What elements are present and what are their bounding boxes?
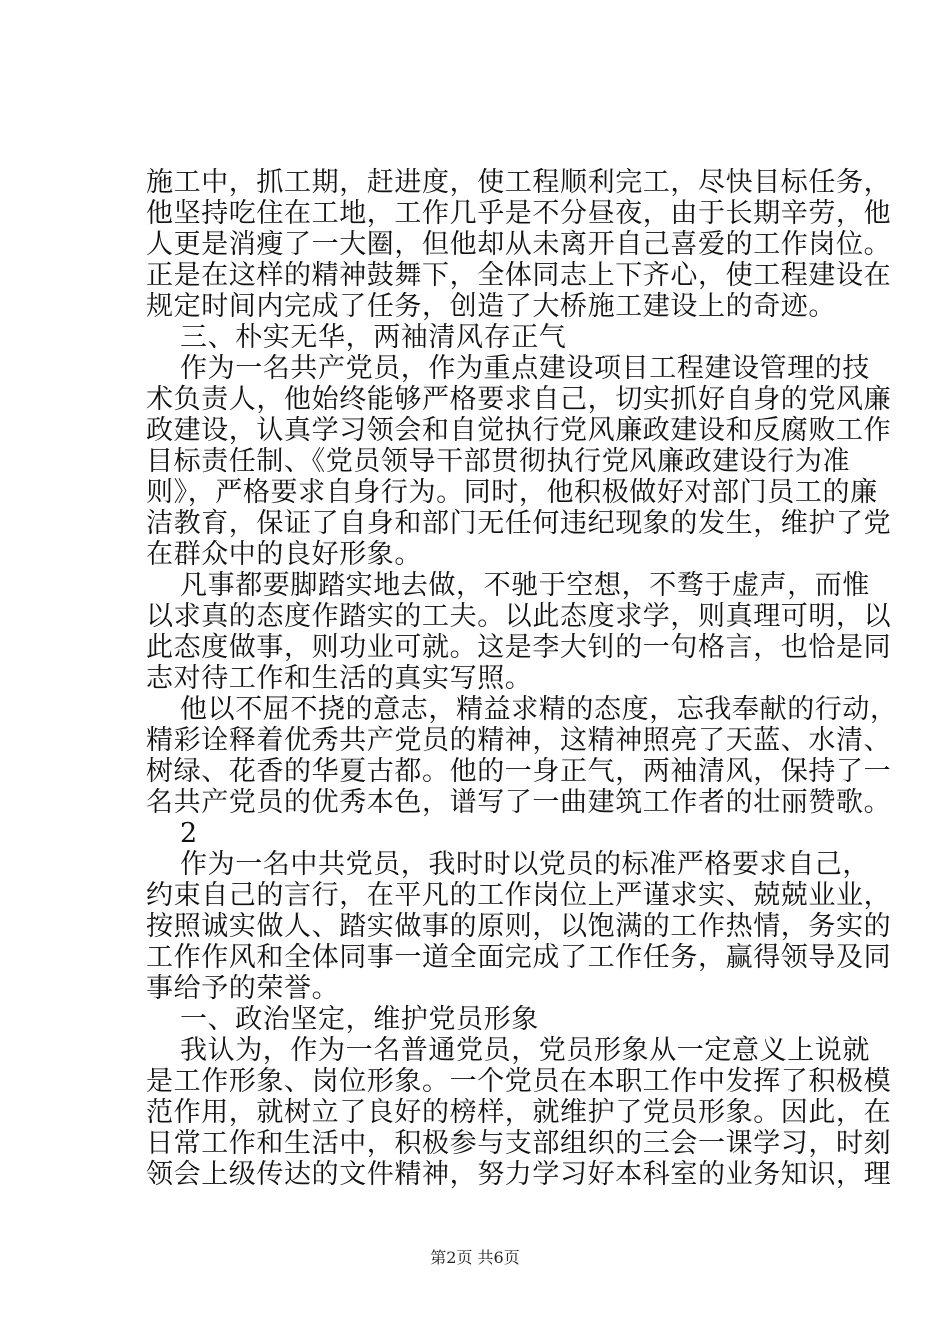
text-line: 术负责人，他始终能够严格要求自己，切实抓好自身的党风廉 <box>146 384 892 415</box>
text-line: 精彩诠释着优秀共产党员的精神，这精神照亮了天蓝、水清、 <box>146 725 892 756</box>
text-line: 工作作风和全体同事一道全面完成了工作任务，赢得领导及同 <box>146 942 892 973</box>
text-line: 志对待工作和生活的真实写照。 <box>146 663 533 694</box>
text-line: 洁教育，保证了自身和部门无任何违纪现象的发生，维护了党 <box>146 508 892 539</box>
text-line: 此态度做事，则功业可就。这是李大钊的一句格言，也恰是同 <box>146 632 892 663</box>
text-line: 目标责任制、《党员领导干部贯彻执行党风廉政建设行为准 <box>146 446 851 477</box>
text-line: 以求真的态度作踏实的工夫。以此态度求学，则真理可明，以 <box>146 601 892 632</box>
text-line: 规定时间内完成了任务，创造了大桥施工建设上的奇迹。 <box>146 291 836 322</box>
document-body <box>146 167 898 1190</box>
text-line: 在群众中的良好形象。 <box>146 539 422 570</box>
text-line: 事给予的荣誉。 <box>146 973 340 1004</box>
text-line: 日常工作和生活中，积极参与支部组织的三会一课学习，时刻 <box>146 1128 892 1159</box>
text-line: 作为一名共产党员，作为重点建设项目工程建设管理的技 <box>180 353 870 384</box>
text-line: 我认为，作为一名普通党员，党员形象从一定意义上说就 <box>180 1035 870 1066</box>
text-line: 作为一名中共党员，我时时以党员的标准严格要求自己， <box>180 849 870 880</box>
text-line: 是工作形象、岗位形象。一个党员在本职工作中发挥了积极模 <box>146 1066 892 1097</box>
text-line: 名共产党员的优秀本色，谱写了一曲建筑工作者的壮丽赞歌。 <box>146 787 892 818</box>
text-line: 一、政治坚定，维护党员形象 <box>180 1004 539 1035</box>
text-line: 他坚持吃住在工地，工作几乎是不分昼夜，由于长期辛劳，他 <box>146 198 892 229</box>
text-line: 人更是消瘦了一大圈，但他却从未离开自己喜爱的工作岗位。 <box>146 229 892 260</box>
page-footer: 第2页 共6页 <box>430 1248 520 1267</box>
text-line: 按照诚实做人、踏实做事的原则，以饱满的工作热情，务实的 <box>146 911 892 942</box>
text-line: 凡事都要脚踏实地去做，不驰于空想，不骛于虚声，而惟 <box>180 570 870 601</box>
text-line: 则》，严格要求自身行为。同时，他积极做好对部门员工的廉 <box>146 477 878 508</box>
text-line: 施工中，抓工期，赶进度，使工程顺利完工，尽快目标任务， <box>146 167 892 198</box>
text-line: 政建设，认真学习领会和自觉执行党风廉政建设和反腐败工作 <box>146 415 892 446</box>
text-line: 树绿、花香的华夏古都。他的一身正气，两袖清风，保持了一 <box>146 756 892 787</box>
text-line: 范作用，就树立了良好的榜样，就维护了党员形象。因此，在 <box>146 1097 892 1128</box>
text-line: 2 <box>180 818 198 849</box>
text-line: 三、朴实无华，两袖清风存正气 <box>180 322 567 353</box>
text-line: 他以不屈不挠的意志，精益求精的态度，忘我奉献的行动， <box>180 694 898 725</box>
text-line: 领会上级传达的文件精神，努力学习好本科室的业务知识，理 <box>146 1159 892 1190</box>
text-line: 约束自己的言行，在平凡的工作岗位上严谨求实、兢兢业业， <box>146 880 892 911</box>
text-line: 正是在这样的精神鼓舞下，全体同志上下齐心，使工程建设在 <box>146 260 892 291</box>
